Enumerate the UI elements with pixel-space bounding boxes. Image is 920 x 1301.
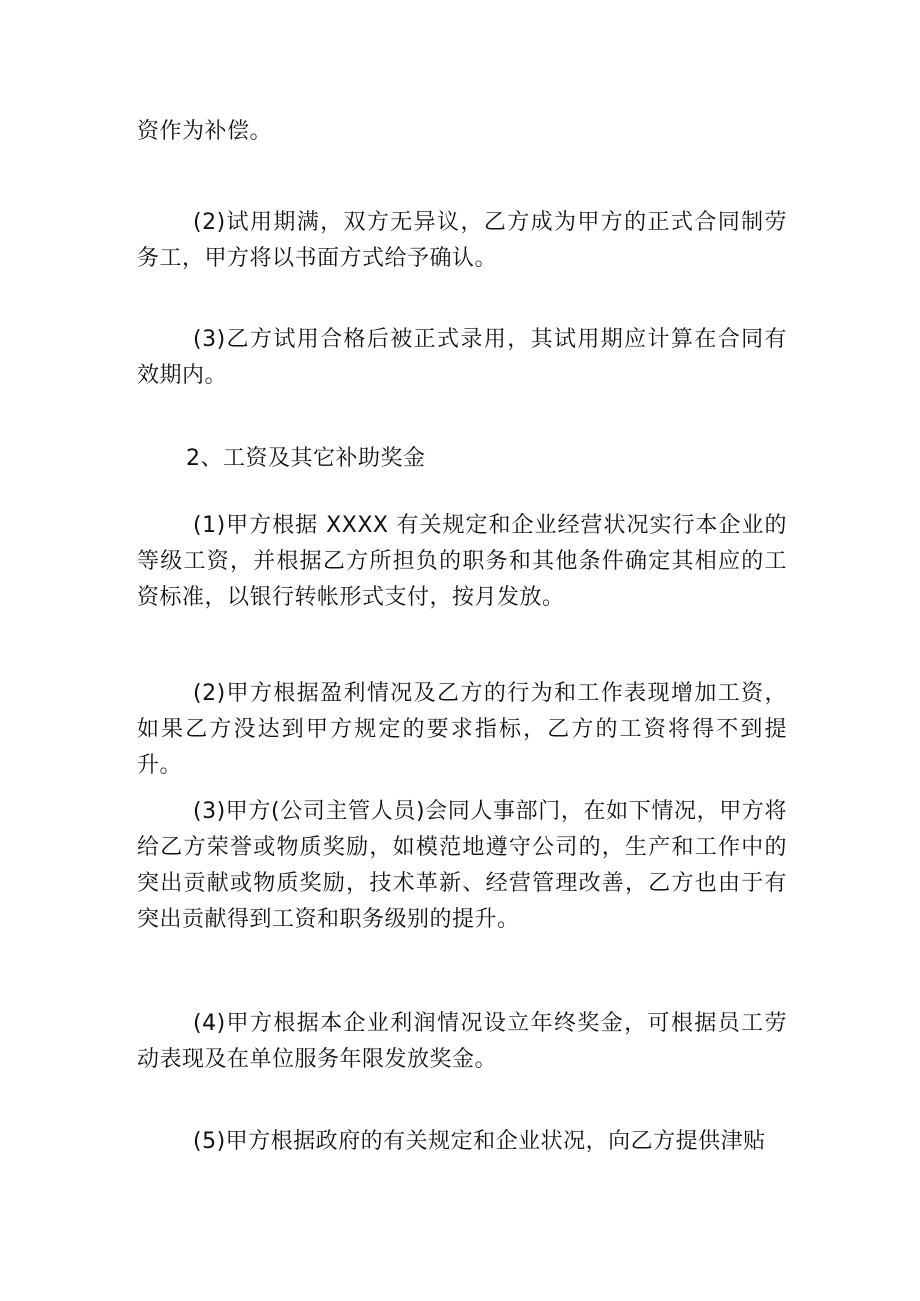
paragraph-wage-grade: (1)甲方根据 XXXX 有关规定和企业经营状况实行本企业的等级工资，并根据乙方所担负的职务和其他条件确定其相应的工资标准，以银行转帐形式支付，按月发放。 [137, 513, 787, 610]
paragraph-year-end-bonus: (4)甲方根据本企业利润情况设立年终奖金，可根据员工劳动表现及在单位服务年限发放奖金。 [137, 1011, 787, 1072]
paragraph-allowance: (5)甲方根据政府的有关规定和企业状况，向乙方提供津贴 [193, 1129, 766, 1154]
paragraph-probation-end: (2)试用期满，双方无异议，乙方成为甲方的正式合同制劳务工，甲方将以书面方式给予确认。 [137, 210, 787, 271]
paragraph-wage-increase: (2)甲方根据盈利情况及乙方的行为和工作表现增加工资，如果乙方没达到甲方规定的要求指标，乙方的工资将得不到提升。 [137, 681, 787, 778]
paragraph-rewards: (3)甲方(公司主管人员)会同人事部门，在如下情况，甲方将给乙方荣誉或物质奖励，如模范地遵守公司的，生产和工作中的突出贡献或物质奖励，技术革新、经营管理改善，乙方也由于有突出贡献得到工资和职务级别的提升。 [137, 799, 787, 932]
paragraph-continuation: 资作为补偿。 [137, 119, 273, 144]
section-heading-wages: 2、工资及其它补助奖金 [186, 446, 426, 471]
paragraph-probation-term: (3)乙方试用合格后被正式录用，其试用期应计算在合同有效期内。 [137, 327, 787, 388]
